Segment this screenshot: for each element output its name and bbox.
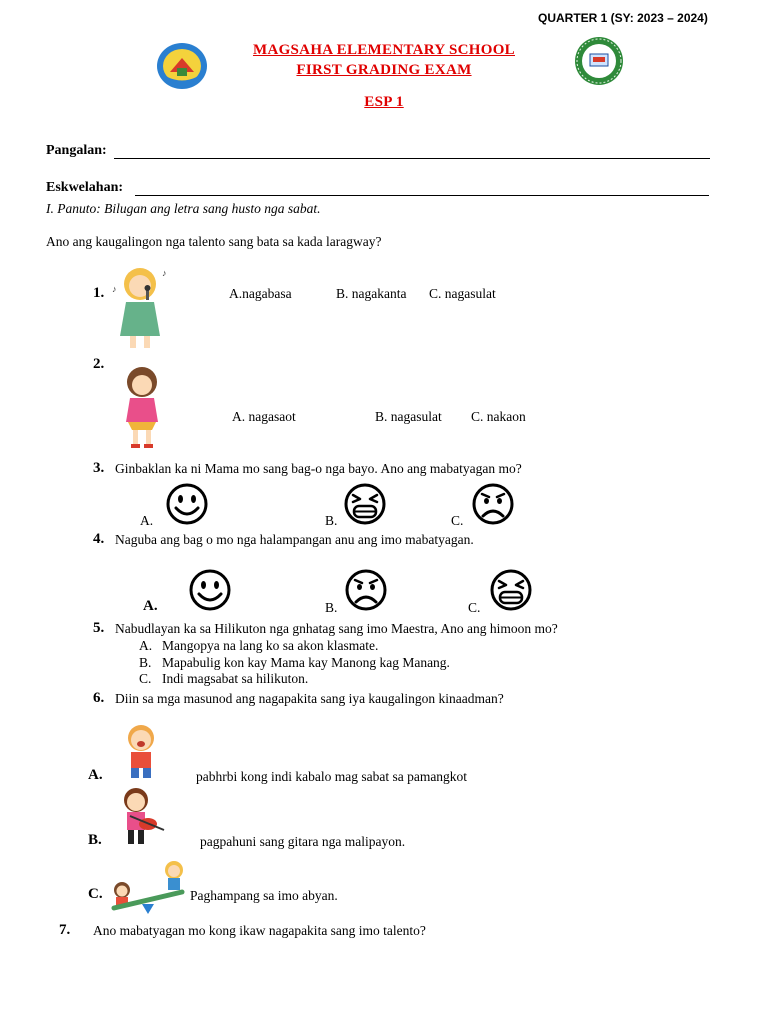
q6-choice-b[interactable]: pagpahuni sang gitara nga malipayon.	[200, 834, 406, 849]
sad-face-icon[interactable]	[471, 482, 515, 526]
q5-choice-c-letter[interactable]: C.	[139, 671, 152, 686]
svg-text:♪: ♪	[112, 284, 117, 294]
name-field[interactable]	[114, 158, 710, 159]
name-label: Pangalan:	[46, 143, 107, 158]
subject-title: ESP 1	[364, 94, 404, 110]
crying-face-icon[interactable]	[343, 482, 387, 526]
deped-seal-logo	[573, 36, 625, 86]
q1-choice-b[interactable]: B. nagakanta	[336, 286, 407, 301]
q3-choice-a[interactable]: A.	[140, 513, 154, 528]
sad-face-icon[interactable]	[344, 568, 388, 612]
q4-text: Naguba ang bag o mo nga halampangan anu ang imo mabatyagan.	[115, 532, 474, 547]
crying-face-icon[interactable]	[489, 568, 533, 612]
q1-number: 1.	[93, 285, 105, 301]
q4-choice-a[interactable]: A.	[143, 598, 158, 614]
q4-number: 4.	[93, 531, 105, 547]
q6-choice-b-letter[interactable]: B.	[88, 832, 102, 848]
q6-choice-c[interactable]: Paghampang sa imo abyan.	[190, 888, 338, 903]
happy-face-icon[interactable]	[188, 568, 232, 612]
q5-choice-a-letter[interactable]: A.	[139, 638, 153, 653]
q1-choice-c[interactable]: C. nagasulat	[429, 286, 496, 301]
school-label: Eskwelahan:	[46, 180, 124, 195]
q2-choice-a[interactable]: A. nagasaot	[232, 409, 296, 424]
school-field[interactable]	[135, 195, 709, 196]
q5-number: 5.	[93, 620, 105, 636]
q1-choice-a[interactable]: A.nagabasa	[229, 286, 292, 301]
q3-text: Ginbaklan ka ni Mama mo sang bag-o nga bayo. Ano ang mabatyagan mo?	[115, 461, 522, 476]
q5-text: Nabudlayan ka sa Hilikuton nga gnhatag sang imo Maestra, Ano ang himoon mo?	[115, 621, 558, 636]
q5-choice-b-letter[interactable]: B.	[139, 655, 152, 670]
q4-choice-b[interactable]: B.	[325, 600, 338, 615]
crying-boy-illustration	[118, 722, 164, 782]
q6-choice-a-letter[interactable]: A.	[88, 767, 103, 783]
q2-number: 2.	[93, 356, 105, 372]
q5-choice-c[interactable]: Indi magsabat sa hilikuton.	[162, 671, 309, 686]
q2-choice-c[interactable]: C. nakaon	[471, 409, 526, 424]
q7-number: 7.	[59, 922, 71, 938]
q2-choice-b[interactable]: B. nagasulat	[375, 409, 442, 424]
girl-dancing-illustration	[118, 364, 166, 450]
q6-text: Diin sa mga masunod ang nagapakita sang iya kaugalingon kinaadman?	[115, 691, 504, 706]
q5-choice-a[interactable]: Mangopya na lang ko sa akon klasmate.	[162, 638, 379, 653]
kids-seesaw-illustration	[108, 856, 188, 918]
svg-text:♪: ♪	[162, 268, 167, 278]
intro-question: Ano ang kaugalingon nga talento sang bata sa kada laragway?	[46, 234, 382, 249]
school-name: MAGSAHA ELEMENTARY SCHOOL	[252, 42, 515, 58]
girl-guitar-illustration	[110, 786, 168, 848]
q6-choice-c-letter[interactable]: C.	[88, 886, 103, 902]
q6-number: 6.	[93, 690, 105, 706]
instructions: I. Panuto: Bilugan ang letra sang husto nga sabat.	[46, 201, 321, 216]
q3-number: 3.	[93, 460, 105, 476]
exam-title: FIRST GRADING EXAM	[296, 62, 472, 78]
q6-choice-a[interactable]: pabhrbi kong indi kabalo mag sabat sa pamangkot	[196, 769, 468, 784]
q3-choice-c[interactable]: C.	[451, 513, 464, 528]
quarter-label: QUARTER 1 (SY: 2023 – 2024)	[538, 11, 708, 25]
q4-choice-c[interactable]: C.	[468, 600, 481, 615]
q5-choice-b[interactable]: Mapabulig kon kay Mama kay Manong kag Manang.	[162, 655, 450, 670]
girl-singing-illustration	[110, 262, 172, 354]
q3-choice-b[interactable]: B.	[325, 513, 338, 528]
happy-face-icon[interactable]	[165, 482, 209, 526]
q7-text: Ano mabatyagan mo kong ikaw nagapakita sang imo talento?	[93, 923, 426, 938]
